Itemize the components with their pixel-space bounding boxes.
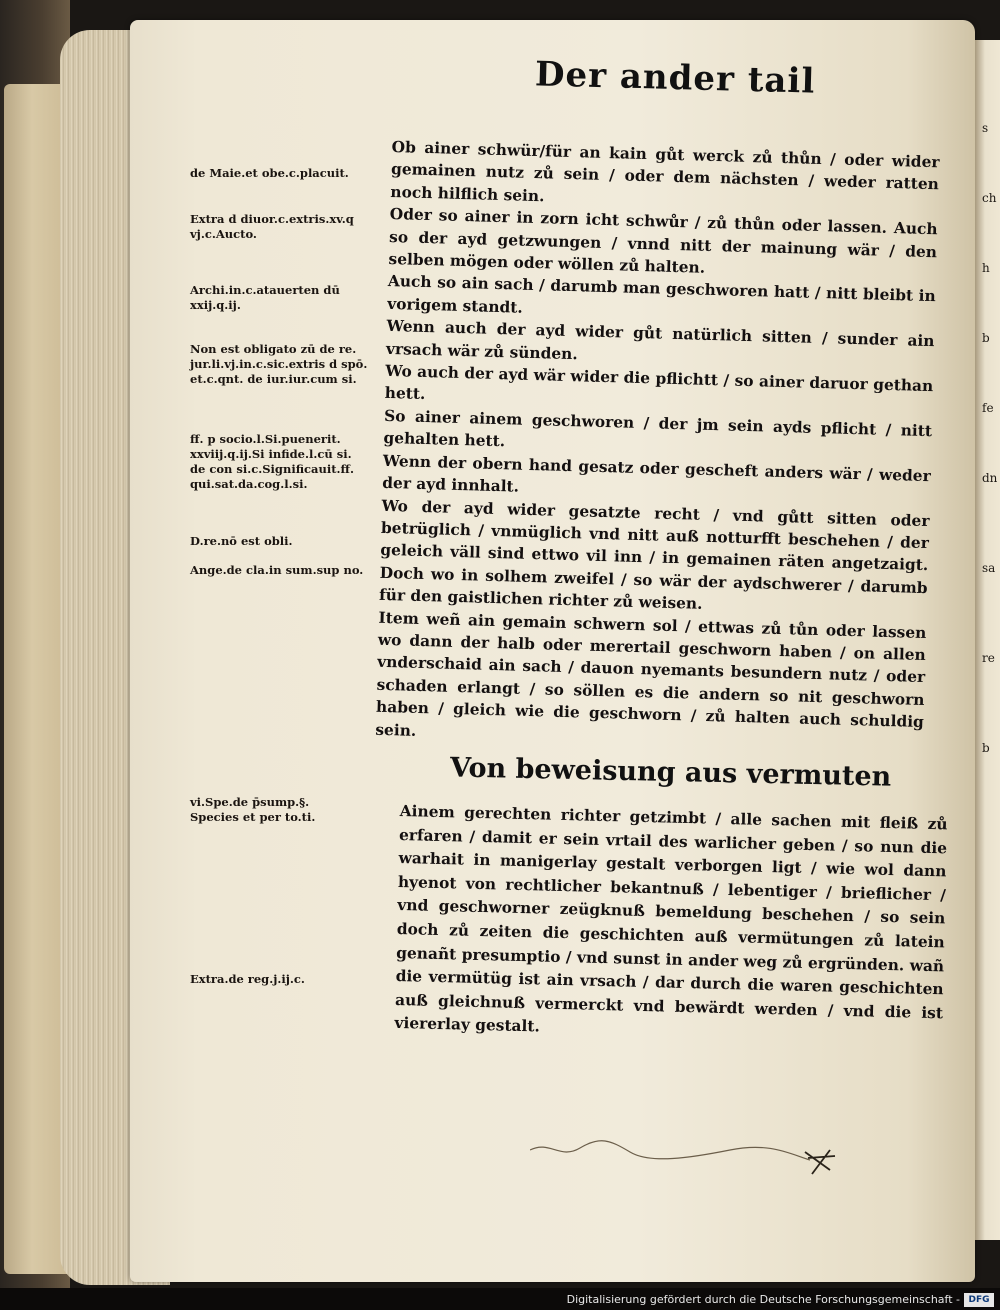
main-text-block <box>375 136 940 756</box>
running-header: Der ander tail <box>534 54 816 102</box>
margin-note: Non est obligato zū de re. jur.li.vj.in.c.sic.extris d spō. et.c.qnt. de iur.iur.cum si. <box>190 342 368 386</box>
paragraph: Item weñ ain gemain schwern sol / ettwas zů tůn oder lassen wo dann der halb oder merertail geschworn haben / on allen vnderschaid ain sach / dauon nyemants besundern nutz / oder schaden erlangt / so söllen es die andern so nit geschworn haben / gleich wie die geschworn / zů halten auch schuldig sein. <box>375 608 927 740</box>
pen-scribble <box>530 1130 880 1190</box>
facing-page-fragment: re <box>982 651 995 665</box>
facing-page-fragment: b <box>982 331 990 345</box>
footer-bar <box>0 1288 1000 1310</box>
paragraph: Wo der ayd wider gesatzte recht / vnd gůtt sitten oder betrüglich / vnmüglich vnd nitt auß notturfft beschehen / der geleich väll sind ettwo vil inn / in gemainen räten angetzaigt. Doch wo in solhem zweifel / so wär der aydschwerer / darumb für den gaistlichen richter zů weisen. <box>378 496 930 613</box>
margin-note: Extra d diuor.c.extris.xv.q vj.c.Aucto. <box>190 212 354 241</box>
paragraph: So ainer ainem geschworen / der jm sein ayds pflicht / nitt gehalten hett. <box>383 406 933 451</box>
footer-credit: Digitalisierung gefördert durch die Deutsche Forschungsgemeinschaft - <box>566 1293 960 1306</box>
facing-page-fragment: h <box>982 261 990 275</box>
facing-page-fragment: b <box>982 741 990 755</box>
facing-page-fragment: ch <box>982 191 997 205</box>
margin-note: Extra.de reg.j.ij.c. <box>190 972 305 986</box>
paragraph: Wenn auch der ayd wider gůt natürlich sitten / sunder ain vrsach wär zů sünden. <box>385 317 935 363</box>
margin-note: Ange.de cla.in sum.sup no. <box>190 563 364 577</box>
facing-page-fragment: fe <box>982 401 994 415</box>
facing-page-edge <box>975 40 1000 1240</box>
margin-note: Archi.in.c.atauerten dū xxij.q.ij. <box>190 283 340 312</box>
margin-note: ff. p socio.l.Si.puenerit. xxviij.q.ij.Si infide.l.cū si. de con si.c.Significauit.ff. qui.sat.da.cog.l.si. <box>190 432 354 491</box>
facing-page-fragment: sa <box>982 561 996 575</box>
facing-page-fragment: s <box>982 121 989 135</box>
section-heading: Von beweisung aus vermuten <box>449 752 892 793</box>
paragraph: Wenn der obern hand gesatz oder gescheft anders wär / weder der ayd innhalt. <box>382 451 931 496</box>
paragraph: Ob ainer schwür/für an kain gůt werck zů thůn / oder wider gemainen nutz zů sein / oder dem nächsten / weder ratten noch hilflich sein. <box>390 137 940 206</box>
dfg-logo: DFG <box>964 1293 994 1307</box>
margin-note: vi.Spe.de p̄sump.§. Species et per to.ti. <box>190 795 316 824</box>
margin-note: D.re.nō est obli. <box>190 534 293 548</box>
section-text-block <box>394 800 948 1049</box>
facing-page-fragment: dn <box>982 471 998 485</box>
paragraph: Oder so ainer in zorn icht schwůr / zů thůn oder lassen. Auch so der ayd getzwungen / vnnd nitt der mainung wär / den selben mögen oder wöllen zů halten. <box>388 205 938 277</box>
paragraph: Auch so ain sach / darumb man geschworen hatt / nitt bleibt in vorigem standt. <box>387 272 936 317</box>
paragraph: Ainem gerechten richter getzimbt / alle sachen mit fleiß zů erfaren / damit er sein vrtail des warlicher geben / so nun die warhait in manigerlay gestalt verborgen ligt / wie wol dann hyenot von rechtlicher bekantnuß / lebentiger / brieflicher / vnd geschworner zeügknuß bemeldung beschehen / so sein doch zů zeiten die geschichten auß vermütungen zů latein genañt presumptio / vnd sunst in ander weg zů ergründen. wañ die vermütüg ist ain vrsach / dar durch die waren geschichten auß gleichnuß vermerckt vnd bewärdt werden / vnd die ist viererlay gestalt. <box>394 801 948 1036</box>
margin-note: de Maie.et obe.c.placuit. <box>190 166 349 180</box>
paragraph: Wo auch der ayd wär wider die pflichtt / so ainer daruor gethan hett. <box>384 361 934 404</box>
